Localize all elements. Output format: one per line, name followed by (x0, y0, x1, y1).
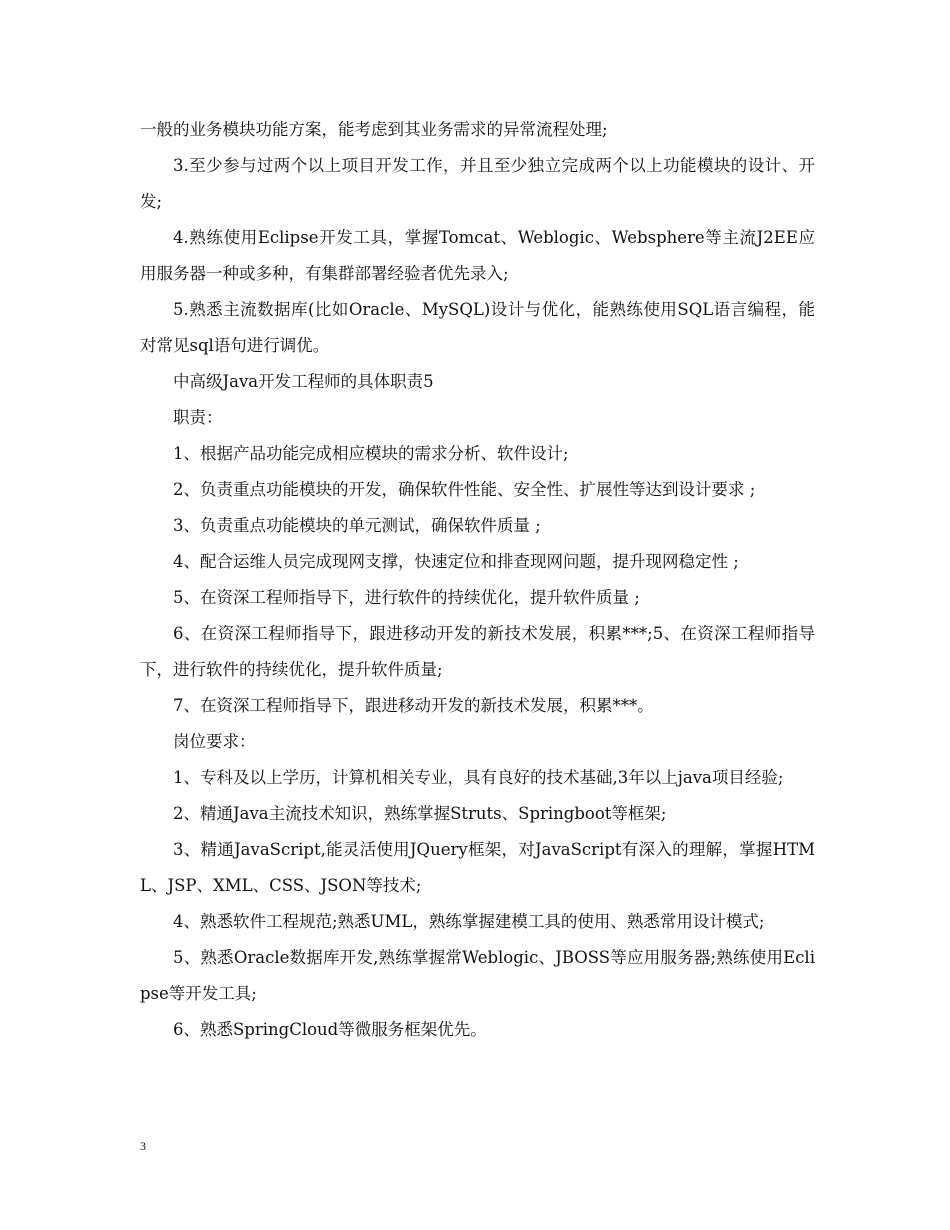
requirement-item-5: 5、熟悉Oracle数据库开发,熟练掌握常Weblogic、JBOSS等应用服务器;熟练使用Eclipse等开发工具; (140, 948, 815, 1003)
paragraph-req-3: 3.至少参与过两个以上项目开发工作，并且至少独立完成两个以上功能模块的设计、开发; (140, 156, 815, 211)
requirement-item-4: 4、熟悉软件工程规范;熟悉UML，熟练掌握建模工具的使用、熟悉常用设计模式; (173, 912, 765, 931)
paragraph-req-4: 4.熟练使用Eclipse开发工具，掌握Tomcat、Weblogic、Websphere等主流J2EE应用服务器一种或多种，有集群部署经验者优先录入; (140, 228, 815, 283)
paragraph-continued: 一般的业务模块功能方案，能考虑到其业务需求的异常流程处理; (140, 120, 608, 139)
duty-item-5: 5、在资深工程师指导下，进行软件的持续优化，提升软件质量 ; (173, 588, 640, 607)
page-number: 3 (140, 1139, 146, 1153)
duty-item-6: 6、在资深工程师指导下，跟进移动开发的新技术发展，积累***;5、在资深工程师指导下，进行软件的持续优化，提升软件质量; (140, 624, 815, 679)
duty-item-3: 3、负责重点功能模块的单元测试，确保软件质量 ; (173, 516, 541, 535)
requirement-item-1: 1、专科及以上学历，计算机相关专业，具有良好的技术基础,3年以上java项目经验; (173, 768, 784, 787)
requirement-item-2: 2、精通Java主流技术知识，熟练掌握Struts、Springboot等框架; (173, 804, 667, 823)
duty-item-2: 2、负责重点功能模块的开发，确保软件性能、安全性、扩展性等达到设计要求 ; (173, 480, 756, 499)
document-body (140, 112, 815, 1048)
requirement-item-3: 3、精通JavaScript,能灵活使用JQuery框架，对JavaScript有深入的理解，掌握HTML、JSP、XML、CSS、JSON等技术; (140, 840, 815, 895)
duties-heading: 职责： (173, 408, 223, 427)
paragraph-req-5: 5.熟悉主流数据库(比如Oracle、MySQL)设计与优化，能熟练使用SQL语言编程，能对常见sql语句进行调优。 (140, 300, 815, 355)
requirement-item-6: 6、熟悉SpringCloud等微服务框架优先。 (173, 1020, 487, 1039)
duty-item-7: 7、在资深工程师指导下，跟进移动开发的新技术发展，积累***。 (173, 696, 654, 715)
duty-item-4: 4、配合运维人员完成现网支撑，快速定位和排查现网问题，提升现网稳定性 ; (173, 552, 739, 571)
duty-item-1: 1、根据产品功能完成相应模块的需求分析、软件设计; (173, 444, 569, 463)
requirements-heading: 岗位要求： (173, 732, 256, 751)
section-heading: 中高级Java开发工程师的具体职责5 (173, 372, 434, 391)
